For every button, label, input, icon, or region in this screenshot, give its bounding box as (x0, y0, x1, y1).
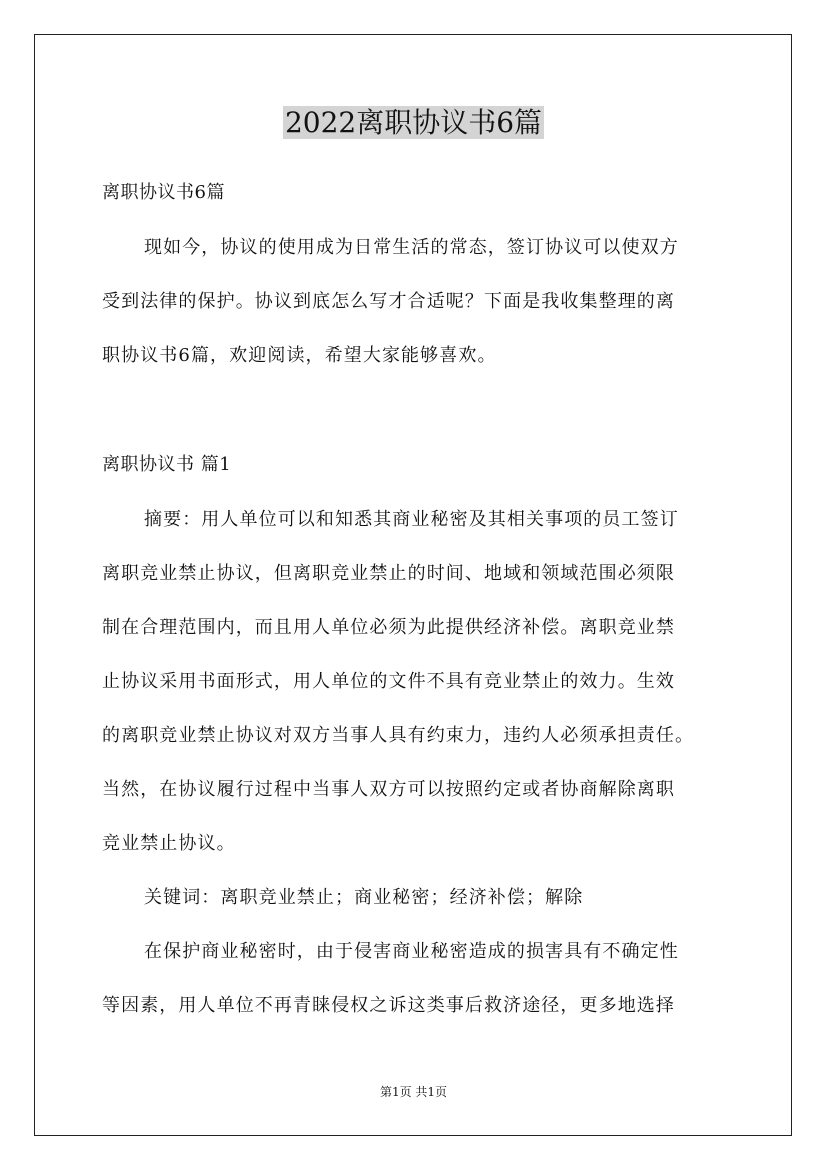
body-line: 等因素，用人单位不再青睐侵权之诉这类事后救济途径，更多地选择 (102, 995, 675, 1016)
document-title-text: 2022离职协议书6篇 (284, 106, 543, 139)
abstract-line: 止协议采用书面形式，用人单位的文件不具有竞业禁止的效力。生效 (102, 671, 675, 692)
abstract-line: 摘要：用人单位可以和知悉其商业秘密及其相关事项的员工签订 (144, 509, 679, 530)
abstract-line: 制在合理范围内，而且用人单位必须为此提供经济补偿。离职竞业禁 (102, 617, 675, 638)
body-line: 在保护商业秘密时，由于侵害商业秘密造成的损害具有不确定性 (144, 941, 679, 962)
intro-line: 受到法律的保护。协议到底怎么写才合适呢？下面是我收集整理的离 (102, 291, 675, 312)
abstract-line: 离职竞业禁止协议，但离职竞业禁止的时间、地域和领域范围必须限 (102, 563, 675, 584)
abstract-line: 的离职竞业禁止协议对双方当事人具有约束力，违约人必须承担责任。 (102, 725, 695, 746)
abstract-line: 竞业禁止协议。 (102, 833, 236, 854)
page-footer: 第1页 共1页 (379, 1085, 448, 1099)
section-heading: 离职协议书 篇1 (102, 454, 232, 475)
document-title (0, 103, 827, 143)
abstract-line: 当然，在协议履行过程中当事人双方可以按照约定或者协商解除离职 (102, 779, 675, 800)
document-subtitle: 离职协议书6篇 (102, 182, 225, 203)
intro-line: 职协议书6篇，欢迎阅读，希望大家能够喜欢。 (102, 345, 497, 366)
keywords-line: 关键词：离职竞业禁止；商业秘密；经济补偿；解除 (144, 887, 584, 908)
intro-line: 现如今，协议的使用成为日常生活的常态，签订协议可以使双方 (144, 237, 679, 258)
